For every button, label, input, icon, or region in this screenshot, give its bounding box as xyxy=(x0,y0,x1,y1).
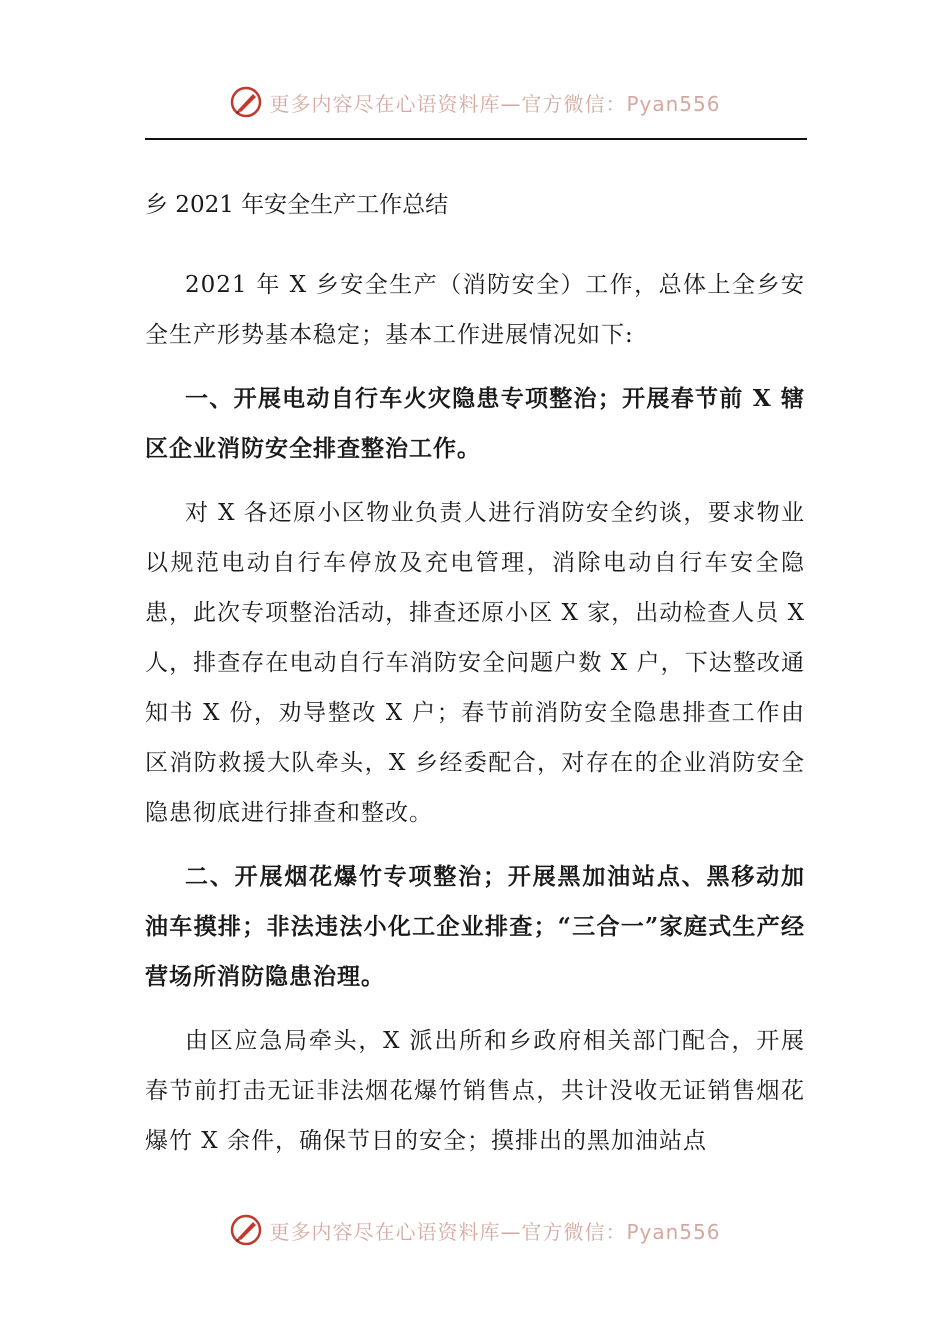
banner-text: 更多内容尽在心语资料库—官方微信：Pyan556 xyxy=(269,91,721,116)
document-body xyxy=(145,180,805,1166)
section1-paragraph: 对 X 各还原小区物业负责人进行消防安全约谈，要求物业以规范电动自行车停放及充电管理，消除电动自行车安全隐患，此次专项整治活动，排查还原小区 X 家，出动检查人员 X 人，排查存在电动自行车消防安全问题户数 X 户，下达整改通知书 X 份，劝导整改 X 户；春节前消防安全隐患排查工作由区消防救援大队牵头，X 乡经委配合，对存在的企业消防安全隐患彻底进行排查和整改。 xyxy=(145,500,805,826)
section2-paragraph: 由区应急局牵头，X 派出所和乡政府相关部门配合，开展春节前打击无证非法烟花爆竹销售点，共计没收无证销售烟花爆竹 X 余件，确保节日的安全；摸排出的黑加油站点 xyxy=(145,1028,805,1154)
intro-paragraph: 2021 年 X 乡安全生产（消防安全）工作，总体上全乡安全生产形势基本稳定；基本工作进展情况如下: xyxy=(145,272,805,348)
section1-heading: 一、开展电动自行车火灾隐患专项整治；开展春节前 X 辖区企业消防安全排查整治工作。 xyxy=(145,385,805,462)
footer-banner xyxy=(0,1210,950,1250)
header-divider xyxy=(145,138,807,140)
section2-heading: 二、开展烟花爆竹专项整治；开展黑加油站点、黑移动加油车摸排；非法违法小化工企业排查；“三合一”家庭式生产经营场所消防隐患治理。 xyxy=(145,863,805,990)
header-banner xyxy=(0,82,950,122)
document-title: 乡 2021 年安全生产工作总结 xyxy=(145,192,449,218)
pen-logo-icon xyxy=(229,85,263,119)
pen-logo-icon xyxy=(229,1213,263,1247)
banner-text: 更多内容尽在心语资料库—官方微信：Pyan556 xyxy=(269,1219,721,1244)
